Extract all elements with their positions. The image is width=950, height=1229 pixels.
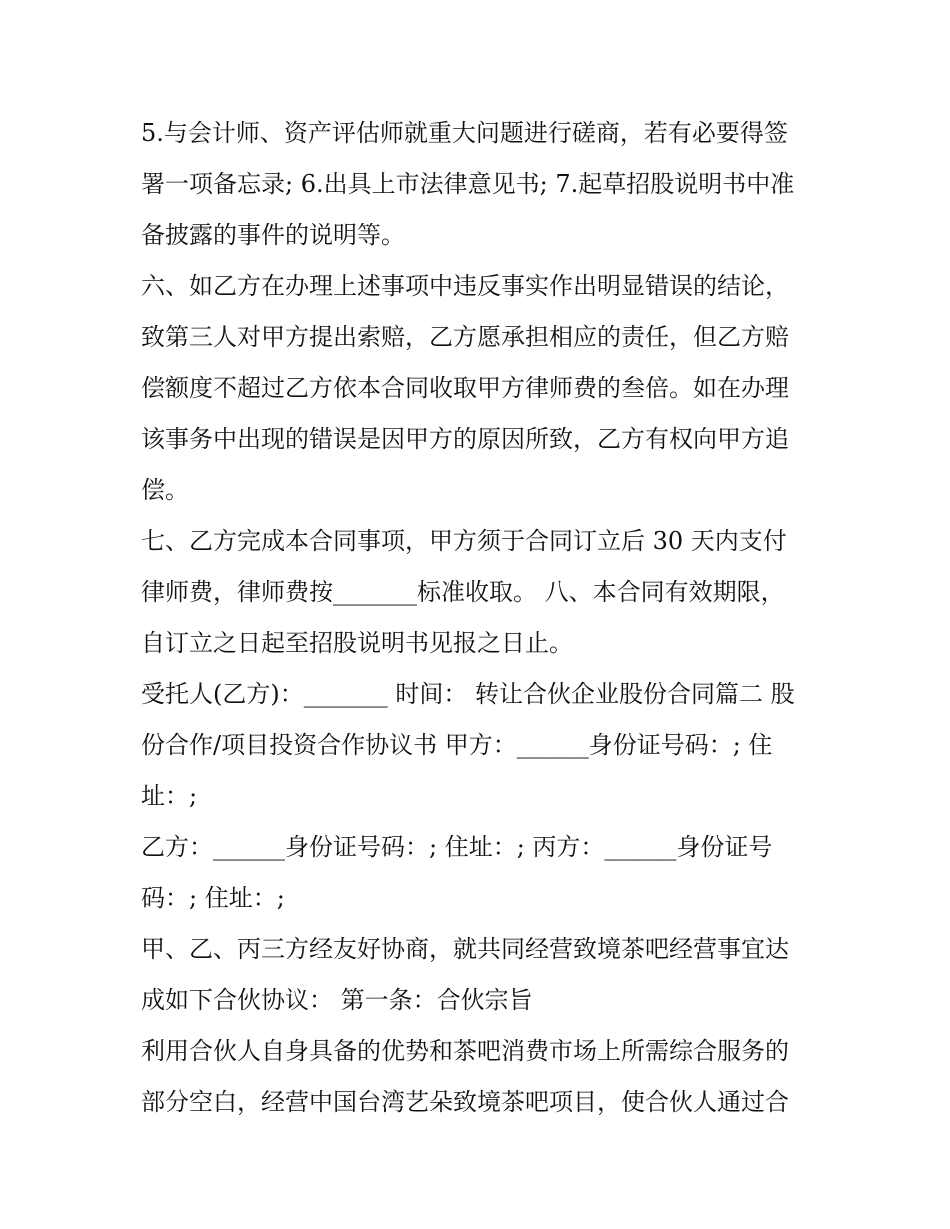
text-line-5: 致第三人对甲方提出索赔，乙方愿承担相应的责任，但乙方赔 — [141, 323, 789, 351]
text-line-16: 码：; 住址：; — [141, 884, 285, 912]
text-line-3: 备披露的事件的说明等。 — [141, 221, 405, 249]
text-line-10: 律师费，律师费按_______标准收取。 八、本合同有效期限， — [141, 578, 785, 606]
text-line-8: 偿。 — [141, 476, 189, 504]
text-line-20: 部分空白，经营中国台湾艺朵致境茶吧项目，使合伙人通过合 — [141, 1088, 789, 1116]
document-body — [141, 108, 821, 1128]
text-line-7: 该事务中出现的错误是因甲方的原因所致，乙方有权向甲方追 — [141, 425, 789, 453]
text-line-9: 七、乙方完成本合同事项，甲方须于合同订立后 30 天内支付 — [141, 527, 787, 555]
text-line-15: 乙方：______身份证号码：; 住址：; 丙方：______身份证号 — [141, 833, 773, 861]
text-line-6: 偿额度不超过乙方依本合同收取甲方律师费的叁倍。如在办理 — [141, 374, 789, 402]
text-line-11: 自订立之日起至招股说明书见报之日止。 — [141, 629, 573, 657]
text-line-12: 受托人(乙方)：_______ 时间： 转让合伙企业股份合同篇二 股 — [141, 680, 795, 708]
text-line-18: 成如下合伙协议： 第一条：合伙宗旨 — [141, 986, 533, 1014]
text-line-17: 甲、乙、丙三方经友好协商，就共同经营致境茶吧经营事宜达 — [141, 935, 789, 963]
text-line-2: 署一项备忘录; 6.出具上市法律意见书; 7.起草招股说明书中准 — [141, 170, 795, 198]
text-line-14: 址：; — [141, 782, 198, 810]
text-line-1: 5.与会计师、资产评估师就重大问题进行磋商，若有必要得签 — [141, 119, 788, 147]
text-line-13: 份合作/项目投资合作协议书 甲方：______身份证号码：; 住 — [141, 731, 773, 759]
text-line-19: 利用合伙人自身具备的优势和茶吧消费市场上所需综合服务的 — [141, 1037, 789, 1065]
text-line-4: 六、如乙方在办理上述事项中违反事实作出明显错误的结论， — [141, 272, 789, 300]
